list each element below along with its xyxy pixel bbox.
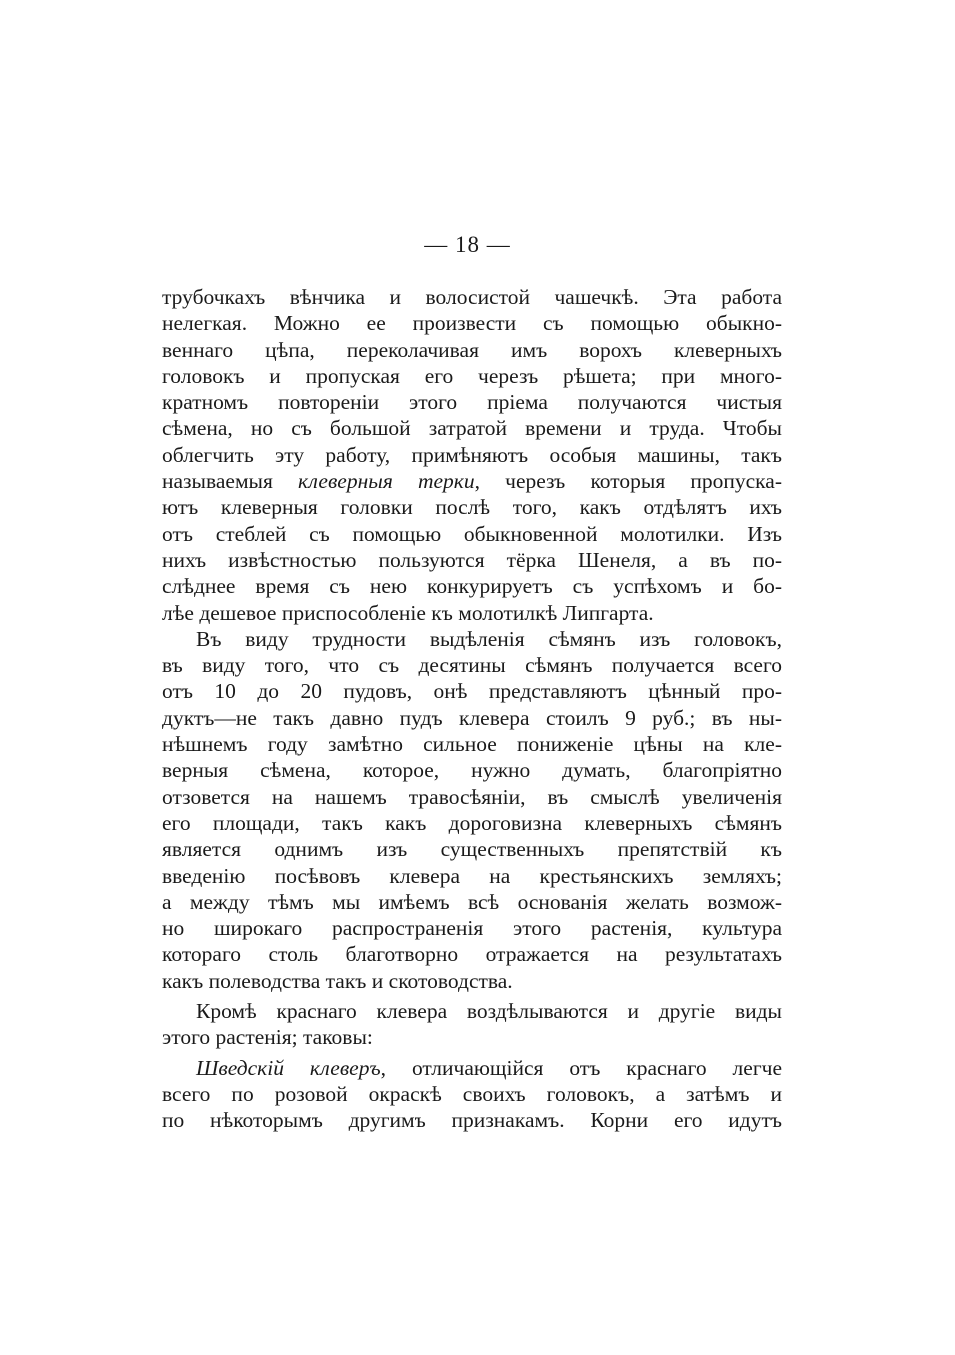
paragraph <box>162 1055 782 1134</box>
text-fragment: , отличающійся отъ краснаго легче <box>380 1055 782 1080</box>
text-line: нелегкая. Можно ее произвести съ помощью обыкно- <box>162 311 782 336</box>
text-line: Въ виду трудности выдѣленія сѣмянъ изъ головокъ, <box>196 626 782 651</box>
text-line: по нѣкоторымъ другимъ признакамъ. Корни его идутъ <box>162 1108 782 1133</box>
paragraph <box>162 284 782 626</box>
text-line: всего по розовой окраскѣ своихъ головокъ, а затѣмъ и <box>162 1081 782 1106</box>
text-line: отъ 10 до 20 пудовъ, онѣ представляютъ цѣнный про- <box>162 679 782 704</box>
text-line: является однимъ изъ существенныхъ препятствій къ <box>162 837 782 862</box>
text-line <box>162 468 782 494</box>
text-line: этого растенія; таковы: <box>162 1025 373 1050</box>
text-line: его площади, такъ какъ дороговизна клеверныхъ сѣмянъ <box>162 810 782 835</box>
text-line: отзовется на нашемъ травосѣяніи, въ смыслѣ увеличенія <box>162 784 782 809</box>
text-line: нихъ извѣстностью пользуются тёрка Шенеля, а въ по- <box>162 547 782 572</box>
text-line: головокъ и пропуская его черезъ рѣшета; при много- <box>162 363 782 388</box>
text-line: кратномъ повтореніи этого пріема получаются чистыя <box>162 390 782 415</box>
text-line: нѣшнемъ году замѣтно сильное пониженіе цѣны на кле- <box>162 732 782 757</box>
text-line: лѣе дешевое приспособленіе къ молотилкѣ Липгарта. <box>162 600 654 625</box>
text-line: введенію посѣвовъ клевера на крестьянскихъ земляхъ; <box>162 863 782 888</box>
text-line: Кромѣ краснаго клевера воздѣлываются и другіе виды <box>196 999 782 1024</box>
text-line: сѣмена, но съ большой затратой времени и труда. Чтобы <box>162 416 782 441</box>
text-line: слѣднее время съ нею конкурируетъ съ успѣхомъ и бо- <box>162 574 782 599</box>
text-line: отъ стеблей съ помощью обыкновенной молотилки. Изъ <box>162 521 782 546</box>
paragraph <box>162 998 782 1051</box>
italic-term: Шведскій клеверъ <box>196 1055 381 1080</box>
text-fragment: , черезъ которыя пропуска- <box>474 469 782 494</box>
body-text <box>162 284 782 1134</box>
text-line <box>162 1055 782 1081</box>
text-line: а между тѣмъ мы имѣемъ всѣ основанія желать возмож- <box>162 889 782 914</box>
text-fragment: называемыя <box>162 469 299 494</box>
text-line: ютъ клеверныя головки послѣ того, какъ отдѣлятъ ихъ <box>162 495 782 520</box>
text-line: какъ полеводства такъ и скотоводства. <box>162 968 513 993</box>
text-line: котораго столь благотворно отражается на результатахъ <box>162 942 782 967</box>
paragraph <box>162 626 782 994</box>
text-line: веннаго цѣпа, переколачивая имъ ворохъ клеверныхъ <box>162 337 782 362</box>
page-number: — 18 — <box>424 232 511 257</box>
text-line: въ виду того, что съ десятины сѣмянъ получается всего <box>162 653 782 678</box>
text-line: верныя сѣмена, которое, нужно думать, благопріятно <box>162 758 782 783</box>
text-line: трубочкахъ вѣнчика и волосистой чашечкѣ. Эта работа <box>162 285 782 309</box>
italic-term: клеверныя терки <box>298 469 475 494</box>
text-line: дуктъ—не такъ давно пудъ клевера стоилъ 9 руб.; въ ны- <box>162 705 782 730</box>
text-line: но широкаго распространенія этого растенія, культура <box>162 916 782 941</box>
text-line: облегчить эту работу, примѣняютъ особыя машины, такъ <box>162 442 782 467</box>
